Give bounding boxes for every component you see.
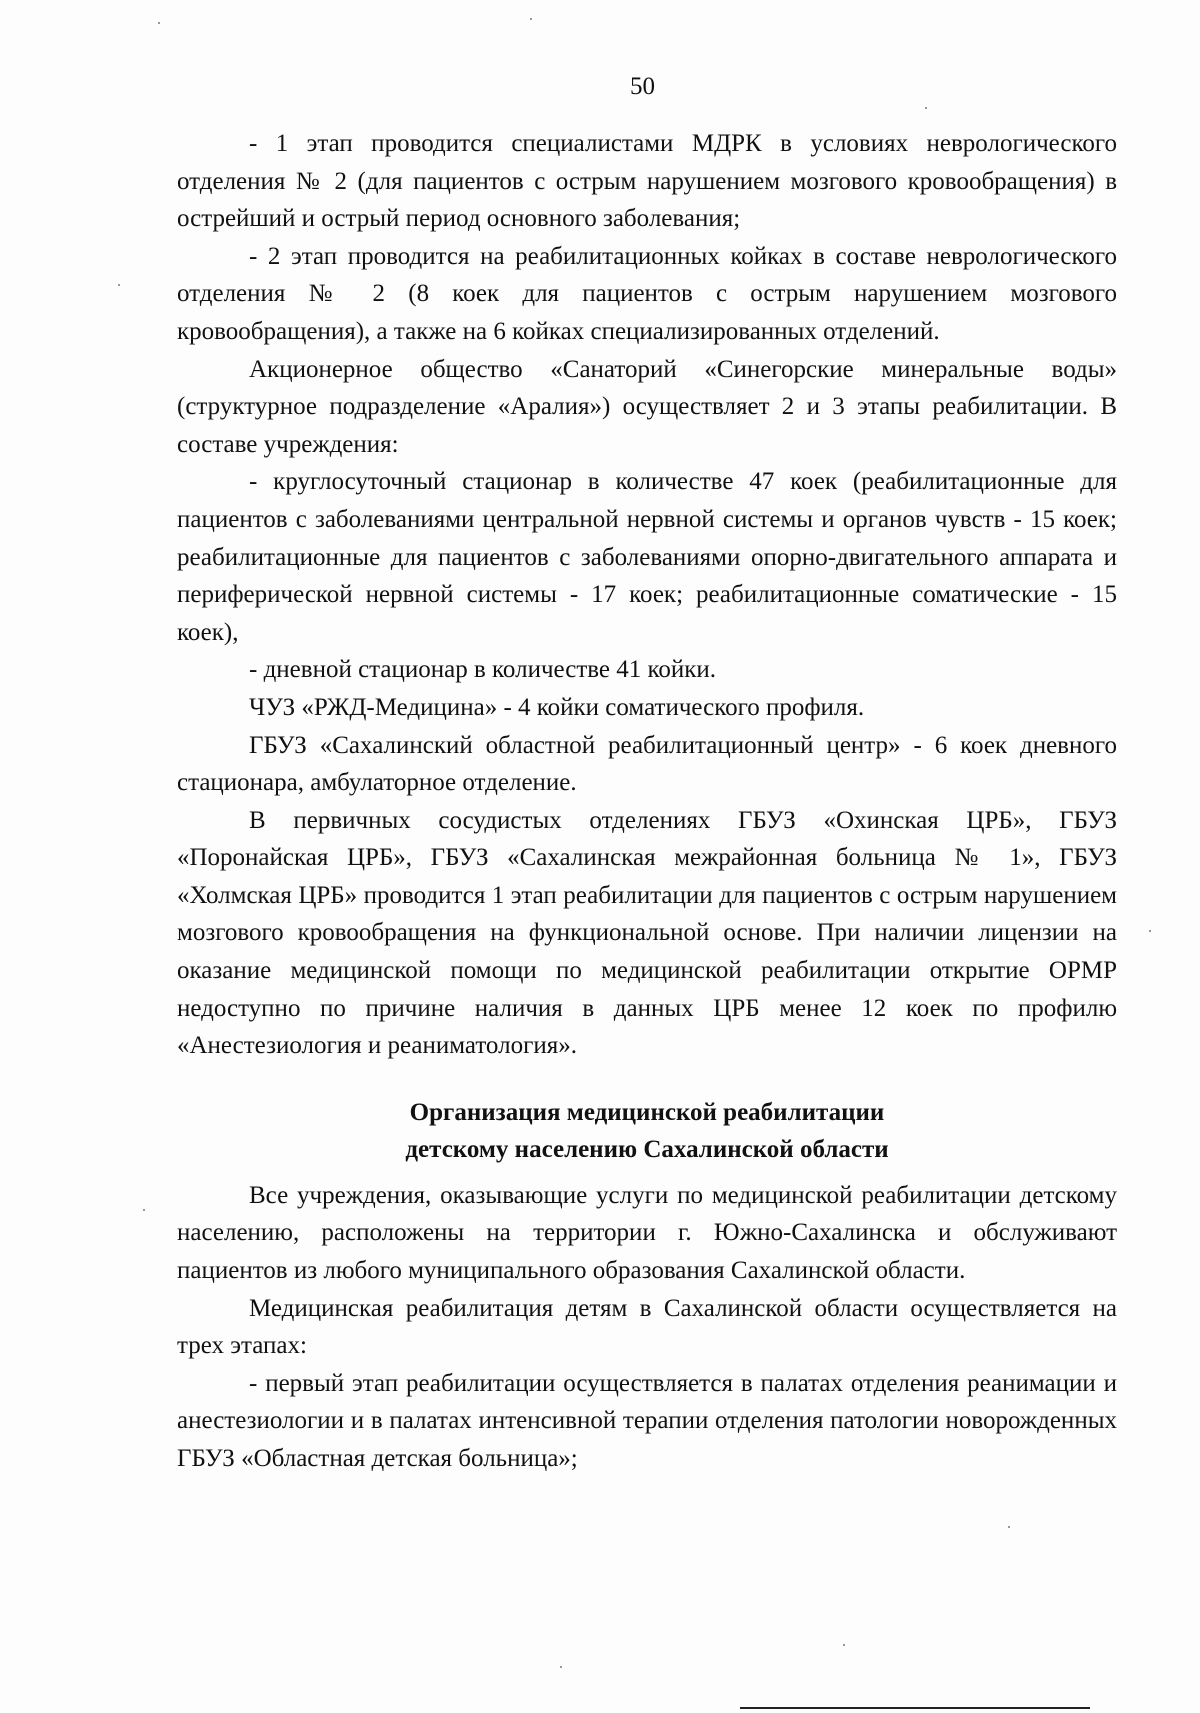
paragraph-first-stage: - первый этап реабилитации осуществляется в палатах отделения реанимации и анестезиологии и в палатах интенсивной терапии отделения патологии новорожденных ГБУЗ «Областная детская больница»; xyxy=(177,1369,1117,1472)
document-body xyxy=(177,125,1117,1478)
paragraph-sanatorium: Акционерное общество «Санаторий «Синегорские минеральные воды» (структурное подразделение «Аралия») осуществляет 2 и 3 этапы реабилитации. В составе учреждения: xyxy=(177,355,1117,458)
scan-speck xyxy=(158,22,160,24)
section-heading-line-2: детскому населению Сахалинской области xyxy=(405,1135,889,1163)
scan-speck xyxy=(1149,930,1151,932)
paragraph-rzd-medicina: ЧУЗ «РЖД-Медицина» - 4 койки соматического профиля. xyxy=(249,693,865,721)
section-heading-line-1: Организация медицинской реабилитации xyxy=(409,1098,885,1126)
scan-speck xyxy=(118,284,120,286)
paragraph-stage-2: - 2 этап проводится на реабилитационных койках в составе неврологического отделения № 2 (8 коек для пациентов с острым нарушением мозгового кровообращения), а также на 6 койках специализированных отделений. xyxy=(177,242,1117,345)
paragraph-day-hospital: - дневной стационар в количестве 41 койки. xyxy=(249,656,717,684)
scan-speck xyxy=(925,107,927,109)
page-number: 50 xyxy=(630,73,655,100)
paragraph-vascular-departments: В первичных сосудистых отделениях ГБУЗ «Охинская ЦРБ», ГБУЗ «Поронайская ЦРБ», ГБУЗ «Сахалинская межрайонная больница № 1», ГБУЗ «Холмская ЦРБ» проводится 1 этап реабилитации для пациентов с острым нарушением мозгового кровообращения на функциональной основе. При наличии лицензии на оказание медицинской помощи по медицинской реабилитации открытие ОРМР недоступно по причине наличия в данных ЦРБ менее 12 коек по профилю «Анестезиология и реаниматология». xyxy=(177,806,1117,1060)
scan-speck xyxy=(843,1644,845,1646)
paragraph-round-the-clock-hospital: - круглосуточный стационар в количестве 47 коек (реабилитационные для пациентов с заболеваниями центральной нервной системы и органов чувств - 15 коек; реабилитационные для пациентов с заболеваниями опорно-двигательного аппарата и периферической нервной системы - 17 коек; реабилитационные соматические - 15 коек), xyxy=(177,468,1117,646)
paragraph-stage-1: - 1 этап проводится специалистами МДРК в условиях неврологического отделения № 2 (для пациентов с острым нарушением мозгового кровообращения) в острейший и острый период основного заболевания; xyxy=(177,130,1117,233)
scan-speck xyxy=(143,1209,145,1211)
paragraph-three-stages: Медицинская реабилитация детям в Сахалинской области осуществляется на трех этапах: xyxy=(177,1294,1117,1360)
scan-speck xyxy=(1008,1526,1010,1528)
paragraph-rehabilitation-center: ГБУЗ «Сахалинский областной реабилитационный центр» - 6 коек дневного стационара, амбулаторное отделение. xyxy=(177,731,1117,797)
scan-speck xyxy=(530,18,532,20)
bottom-rule xyxy=(740,1707,1090,1709)
paragraph-children-institutions: Все учреждения, оказывающие услуги по медицинской реабилитации детскому населению, расположены на территории г. Южно-Сахалинска и обслуживают пациентов из любого муниципального образования Сахалинской области. xyxy=(177,1181,1117,1285)
scan-speck xyxy=(560,1666,562,1668)
section-heading xyxy=(177,1094,1117,1168)
